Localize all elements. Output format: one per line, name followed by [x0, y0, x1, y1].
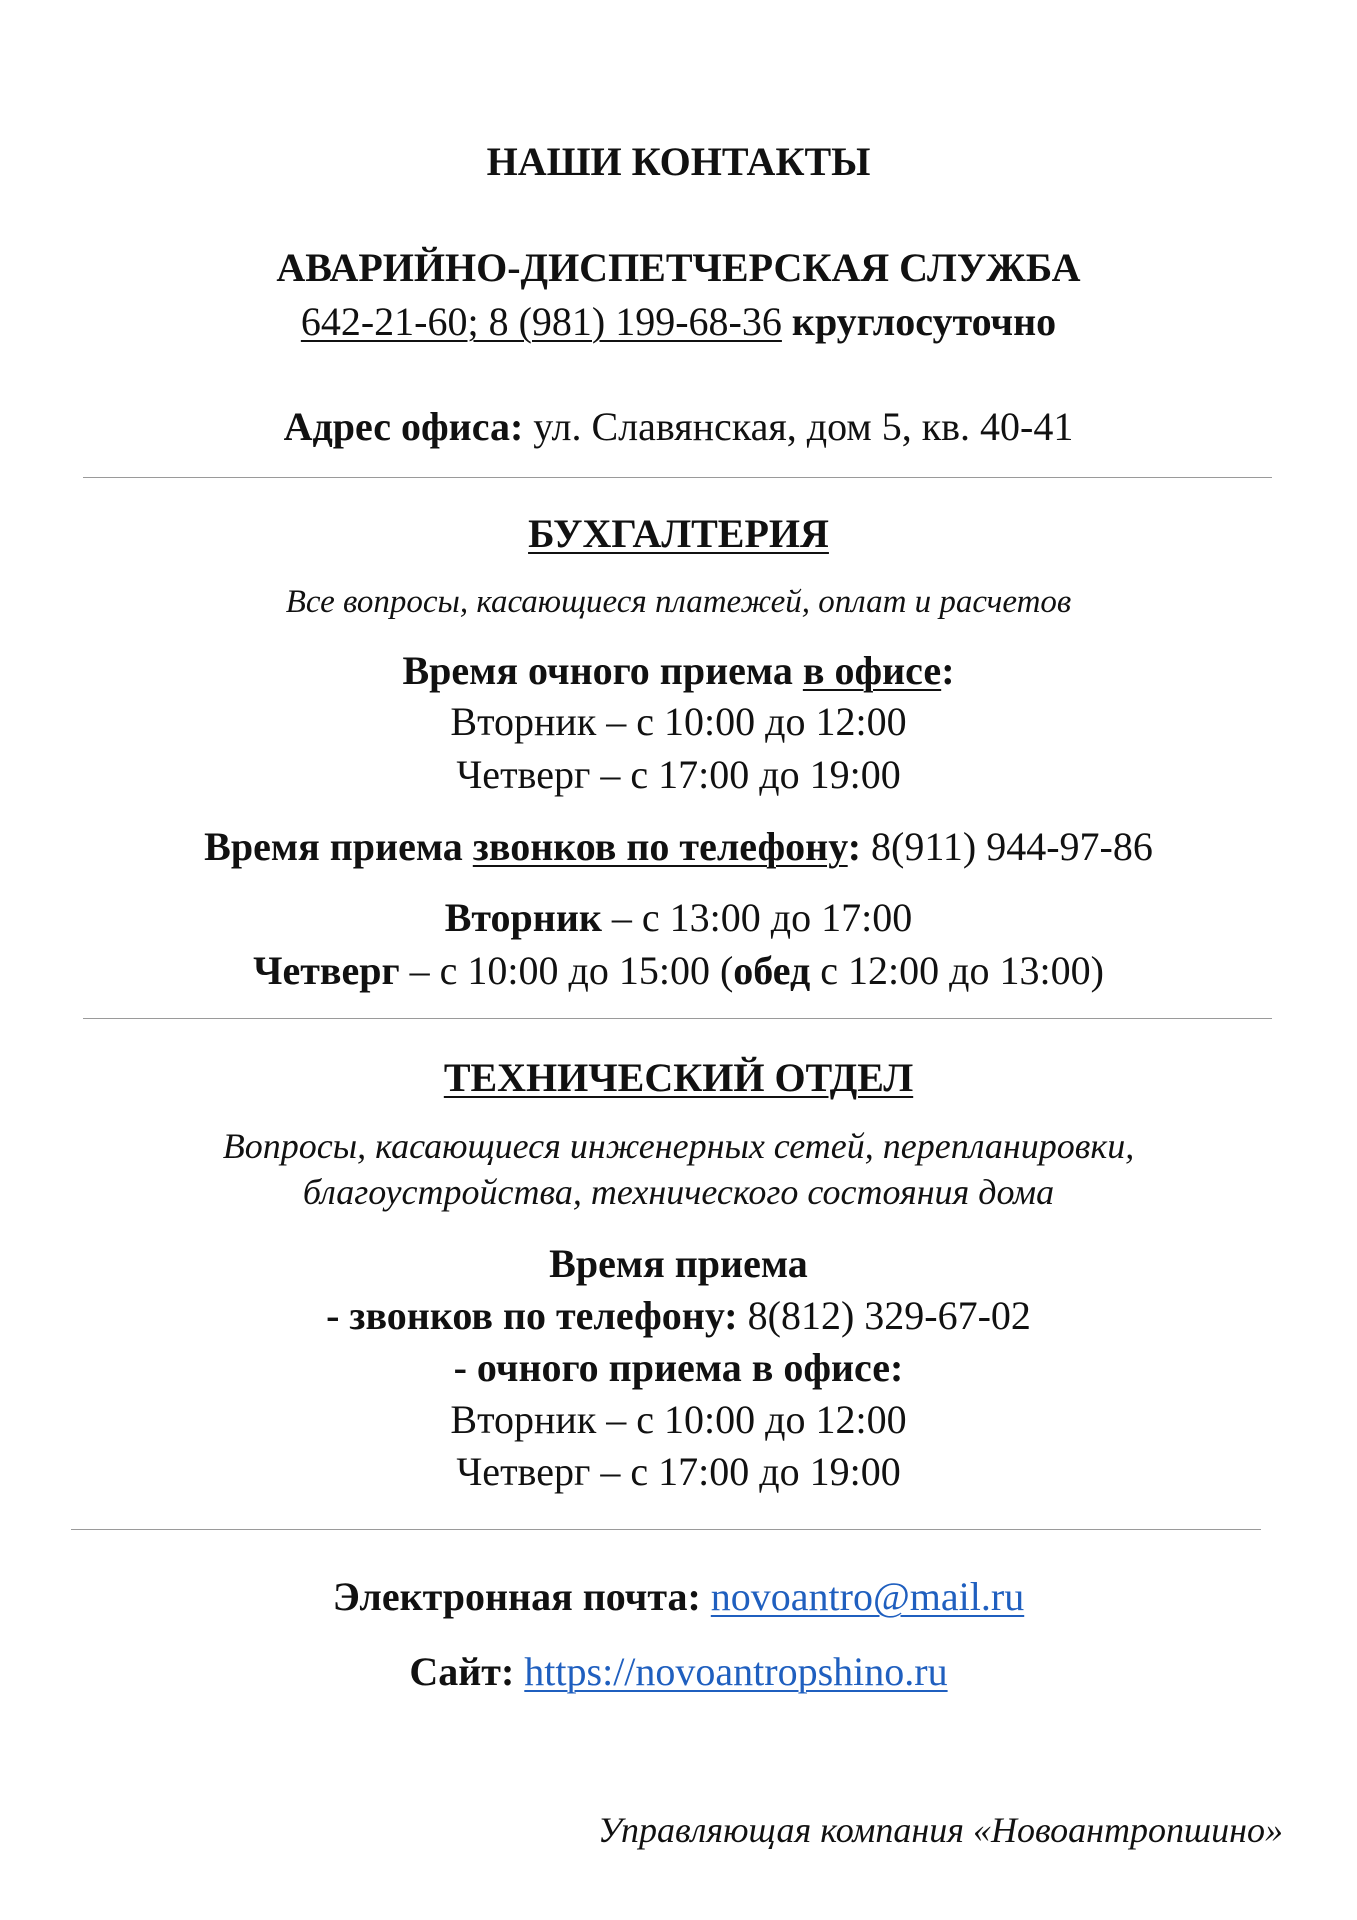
office-address-line	[0, 403, 1357, 451]
technical-heading: ТЕХНИЧЕСКИЙ ОТДЕЛ	[443, 1055, 914, 1100]
technical-description-1: Вопросы, касающиеся инженерных сетей, перепланировки,	[222, 1126, 1135, 1166]
technical-inperson-label: - очного приема в офисе:	[453, 1345, 904, 1390]
technical-inperson-thursday: Четверг – с 17:00 до 19:00	[456, 1449, 901, 1494]
footer-company: Управляющая компания «Новоантропшино»	[597, 1810, 1283, 1850]
accounting-calls-phone: 8(911) 944-97-86	[861, 824, 1153, 869]
technical-description-2: благоустройства, технического состояния дома	[302, 1172, 1055, 1212]
accounting-inperson-label: Время очного приема в офисе:	[402, 648, 955, 693]
emergency-heading: АВАРИЙНО-ДИСПЕТЧЕРСКАЯ СЛУЖБА	[276, 245, 1081, 290]
accounting-calls-line: Время приема звонков по телефону: 8(911) 944-97-86	[204, 824, 1153, 869]
accounting-heading: БУХГАЛТЕРИЯ	[528, 511, 829, 556]
email-line	[0, 1573, 1357, 1621]
accounting-description: Все вопросы, касающиеся платежей, оплат и расчетов	[285, 584, 1072, 620]
page-title: НАШИ КОНТАКТЫ	[486, 139, 871, 184]
emergency-hours: круглосуточно	[791, 299, 1057, 344]
site-label: Сайт:	[409, 1649, 515, 1694]
accounting-calls-tuesday: Вторник – с 13:00 до 17:00	[444, 895, 913, 940]
emergency-phones-line	[0, 298, 1357, 346]
technical-reception-label: Время приема	[549, 1241, 808, 1286]
site-line	[0, 1648, 1357, 1696]
accounting-inperson-thursday: Четверг – с 17:00 до 19:00	[456, 752, 901, 797]
accounting-calls-thursday: Четверг – с 10:00 до 15:00 (обед с 12:00 до 13:00)	[253, 948, 1104, 993]
office-address-label: Адрес офиса:	[283, 404, 524, 449]
technical-calls-line: - звонков по телефону: 8(812) 329-67-02	[326, 1293, 1031, 1338]
accounting-inperson-tuesday: Вторник – с 10:00 до 12:00	[450, 699, 907, 744]
emergency-phones: 642-21-60; 8 (981) 199-68-36	[300, 299, 782, 344]
technical-inperson-tuesday: Вторник – с 10:00 до 12:00	[450, 1397, 907, 1442]
site-link[interactable]: https://novoantropshino.ru	[524, 1649, 948, 1694]
divider-1	[83, 477, 1272, 478]
technical-calls-phone: 8(812) 329-67-02	[737, 1293, 1031, 1338]
office-address: ул. Славянская, дом 5, кв. 40-41	[533, 404, 1074, 449]
email-label: Электронная почта:	[332, 1574, 701, 1619]
divider-2	[83, 1018, 1272, 1019]
divider-3	[71, 1529, 1261, 1530]
email-link[interactable]: novoantro@mail.ru	[710, 1574, 1025, 1619]
